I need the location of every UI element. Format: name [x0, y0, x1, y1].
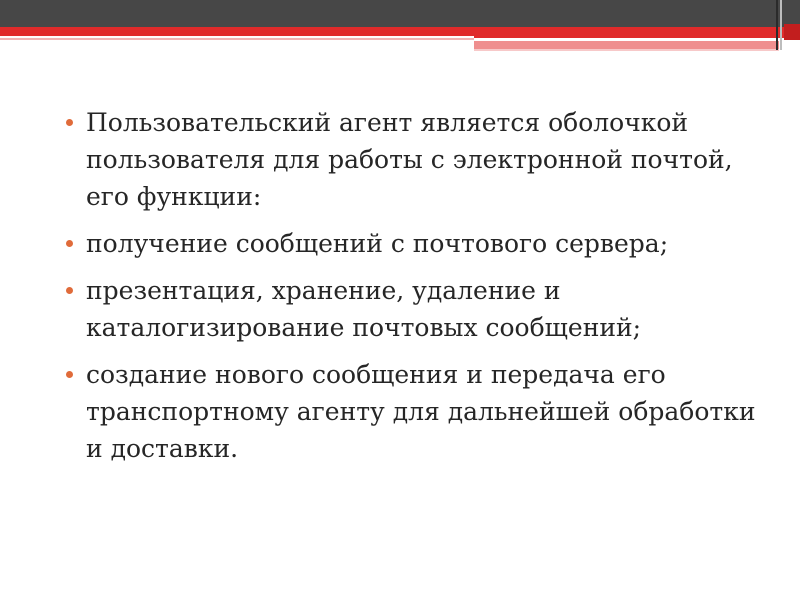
- bullet-text: презентация, хранение, удаление и каталогизирование почтовых сообщений;: [86, 276, 642, 342]
- bullet-item-2: [66, 225, 766, 262]
- bullet-text: получение сообщений с почтового сервера;: [86, 229, 669, 258]
- header-vertical-light-line: [780, 0, 782, 50]
- header-stripe-pink-right-thin: [474, 49, 779, 51]
- bullet-dot-icon: [66, 119, 73, 126]
- bullet-item-1: [66, 104, 766, 215]
- bullet-text: создание нового сообщения и передача его транспортному агенту для дальнейшей обработки и доставки.: [86, 360, 756, 463]
- bullet-item-3: [66, 272, 766, 346]
- header-stripe-pink-right: [474, 41, 779, 49]
- header-stripe-pink-left: [0, 38, 474, 40]
- bullet-dot-icon: [66, 240, 73, 247]
- header-stripe-white-right: [474, 38, 800, 40]
- header-vertical-dark-line: [776, 0, 778, 50]
- bullet-dot-icon: [66, 371, 73, 378]
- header-dark-bar: [0, 0, 800, 27]
- header-corner-red-block: [784, 24, 800, 40]
- bullet-list: [66, 104, 766, 477]
- bullet-text: Пользовательский агент является оболочкой пользователя для работы с электронной почтой, его функции:: [86, 108, 733, 211]
- bullet-dot-icon: [66, 287, 73, 294]
- bullet-item-4: [66, 356, 766, 467]
